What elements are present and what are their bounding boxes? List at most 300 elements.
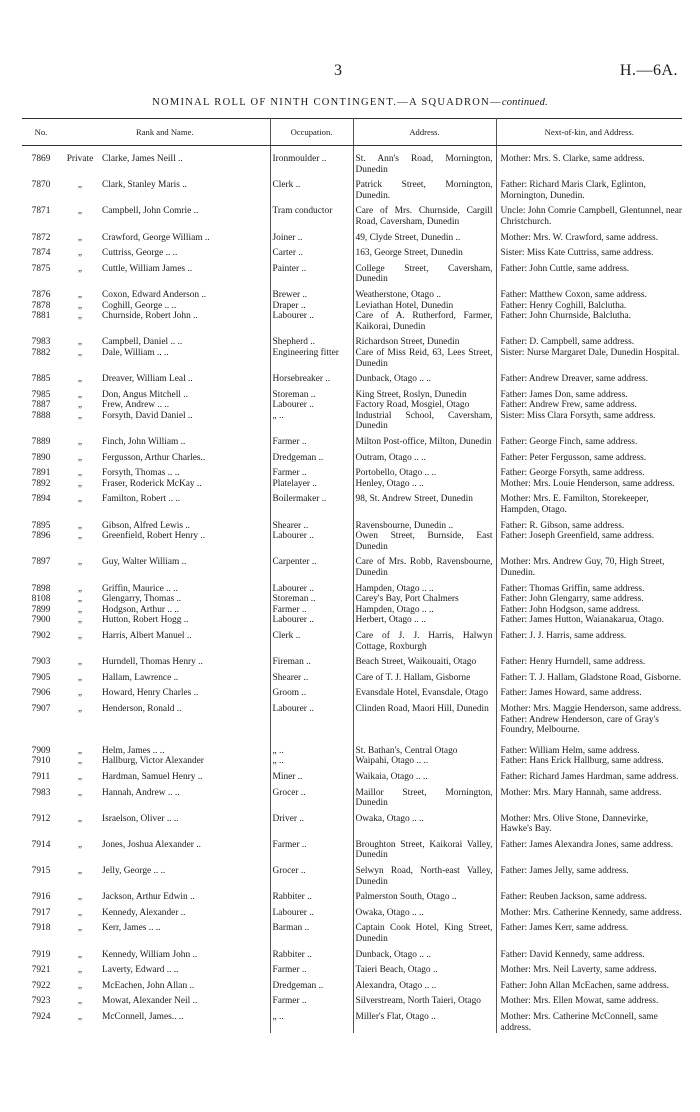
- row-name: Gibson, Alfred Lewis ..: [100, 521, 270, 532]
- table-row: [22, 756, 682, 772]
- row-occupation: Labourer ..: [270, 615, 353, 631]
- row-address: Dunback, Otago .. ..: [353, 950, 496, 966]
- row-occupation: Labourer ..: [270, 908, 353, 924]
- row-number: 7914: [31, 839, 51, 850]
- row-rank: „: [77, 996, 83, 1007]
- table-row: [22, 180, 682, 206]
- row-next-of-kin: Father: Joseph Greenfield, same address.: [500, 531, 655, 542]
- row-occupation: Storeman ..: [270, 594, 353, 605]
- row-name: Coghill, George .. ..: [100, 301, 270, 312]
- table-row: [22, 374, 682, 390]
- table-row: [22, 1012, 682, 1033]
- page-number: 3: [334, 62, 342, 79]
- row-occupation: Carpenter ..: [270, 557, 353, 583]
- row-rank: „: [77, 311, 83, 322]
- row-address: Waikaia, Otago .. ..: [353, 772, 496, 788]
- table-row: [22, 704, 682, 746]
- row-rank: „: [77, 688, 83, 699]
- row-name: Clark, Stanley Maris ..: [100, 180, 270, 206]
- table-row: [22, 965, 682, 981]
- row-rank: „: [77, 594, 83, 605]
- row-rank: „: [77, 813, 83, 824]
- row-next-of-kin: Father: James Jelly, same address.: [500, 866, 629, 877]
- row-rank: „: [77, 180, 83, 191]
- row-name: Helm, James .. ..: [100, 746, 270, 757]
- row-name: Guy, Walter William ..: [100, 557, 270, 583]
- table-row: [22, 688, 682, 704]
- table-row: [22, 233, 682, 249]
- row-rank: „: [77, 452, 83, 463]
- row-next-of-kin: Father: Richard James Hardman, same address.: [500, 771, 679, 782]
- table-row: [22, 657, 682, 673]
- row-address: Owen Street, Burnside, East Dunedin: [353, 531, 496, 557]
- table-row: [22, 981, 682, 997]
- row-number: 7985: [31, 389, 51, 400]
- table-row: [22, 206, 682, 232]
- row-number: 7900: [31, 615, 51, 626]
- header-next-of-kin: Next-of-kin, and Address.: [496, 119, 682, 146]
- row-name: Forsyth, Thomas .. ..: [100, 468, 270, 479]
- row-next-of-kin: Father: Hans Erick Hallburg, same address.: [500, 756, 664, 767]
- row-address: Ravensbourne, Dunedin ..: [353, 521, 496, 532]
- row-number: 7902: [31, 630, 51, 641]
- row-address: Care of J. J. Harris, Halwyn Cottage, Roxburgh: [353, 631, 496, 657]
- row-name: Dreaver, William Leal ..: [100, 374, 270, 390]
- row-address: Carey's Bay, Port Chalmers: [353, 594, 496, 605]
- row-rank: „: [77, 300, 83, 311]
- row-rank: „: [77, 263, 83, 274]
- row-next-of-kin: Father: Richard Maris Clark, Eglinton, Mornington, Dunedin.: [500, 180, 646, 201]
- row-number: 7903: [31, 657, 51, 668]
- row-address: Maillor Street, Mornington, Dunedin: [353, 788, 496, 814]
- row-occupation: Brewer ..: [270, 290, 353, 301]
- table-row: [22, 772, 682, 788]
- row-name: Hannah, Andrew .. ..: [100, 788, 270, 814]
- row-address: 98, St. Andrew Street, Dunedin: [353, 494, 496, 520]
- row-occupation: „ ..: [270, 756, 353, 772]
- row-number: 7911: [31, 771, 51, 782]
- title-main: NOMINAL ROLL OF NINTH CONTINGENT.—A SQUADRON—: [152, 97, 502, 108]
- row-rank: „: [77, 907, 83, 918]
- row-occupation: Clerk ..: [270, 631, 353, 657]
- row-occupation: Labourer ..: [270, 311, 353, 337]
- row-number: 7881: [31, 311, 51, 322]
- row-next-of-kin: Father: John Cuttle, same address.: [500, 263, 630, 274]
- row-name: Howard, Henry Charles ..: [100, 688, 270, 704]
- nominal-roll-table: [22, 118, 682, 1033]
- row-occupation: Labourer ..: [270, 531, 353, 557]
- row-rank: „: [77, 756, 83, 767]
- row-number: 7905: [31, 672, 51, 683]
- row-occupation: Dredgeman ..: [270, 981, 353, 997]
- row-address: Care of Mrs. Churnside, Cargill Road, Caversham, Dunedin: [353, 206, 496, 232]
- row-number: 7983: [31, 337, 51, 348]
- row-name: Glengarry, Thomas ..: [100, 594, 270, 605]
- row-next-of-kin: Father: James Alexandra Jones, same address.: [500, 839, 674, 850]
- row-number: 7897: [31, 557, 51, 568]
- row-next-of-kin: Father: William Helm, same address.: [500, 745, 640, 756]
- row-next-of-kin: Father: Henry Coghill, Balclutha.: [500, 300, 627, 311]
- row-next-of-kin: Father: James Howard, same address.: [500, 688, 642, 699]
- row-next-of-kin: Father: R. Gibson, same address.: [500, 520, 625, 531]
- row-next-of-kin: Father: T. J. Hallam, Gladstone Road, Gisborne.: [500, 672, 682, 683]
- row-number: 7919: [31, 949, 51, 960]
- row-name: Don, Angus Mitchell ..: [100, 390, 270, 401]
- row-name: Hardman, Samuel Henry ..: [100, 772, 270, 788]
- table-row: [22, 996, 682, 1012]
- row-next-of-kin: Mother: Mrs. Maggie Henderson, same address. Father: Andrew Henderson, care of Gray's Foundry, Melbourne.: [500, 703, 682, 736]
- row-number: 7872: [31, 232, 51, 243]
- page-title: [0, 97, 700, 108]
- table-row: [22, 788, 682, 814]
- row-rank: „: [77, 400, 83, 411]
- row-name: Kennedy, William John ..: [100, 950, 270, 966]
- row-number: 7891: [31, 468, 51, 479]
- row-next-of-kin: Father: D. Campbell, same address.: [500, 337, 635, 348]
- row-address: Owaka, Otago .. ..: [353, 908, 496, 924]
- row-occupation: Farmer ..: [270, 437, 353, 453]
- row-number: 7874: [31, 248, 51, 259]
- row-number: 7896: [31, 531, 51, 542]
- row-occupation: „ ..: [270, 746, 353, 757]
- header-rank-name: Rank and Name.: [60, 119, 270, 146]
- row-next-of-kin: Father: J. J. Harris, same address.: [500, 630, 627, 641]
- row-next-of-kin: Mother: Mrs. Andrew Guy, 70, High Street, Dunedin.: [500, 557, 665, 578]
- row-number: 7890: [31, 452, 51, 463]
- table-row: [22, 337, 682, 348]
- row-address: Dunback, Otago .. ..: [353, 374, 496, 390]
- row-next-of-kin: Father: John Glengarry, same address.: [500, 594, 644, 605]
- row-rank: „: [77, 583, 83, 594]
- row-next-of-kin: Mother: Mrs. Neil Laverty, same address.: [500, 965, 657, 976]
- row-number: 7906: [31, 688, 51, 699]
- row-address: Care of T. J. Hallam, Gisborne: [353, 673, 496, 689]
- row-next-of-kin: Father: George Finch, same address.: [500, 437, 638, 448]
- row-rank: „: [77, 923, 83, 934]
- table-row: [22, 400, 682, 411]
- row-address: Industrial School, Caversham, Dunedin: [353, 411, 496, 437]
- row-occupation: Labourer ..: [270, 400, 353, 411]
- row-address: Care of Miss Reid, 63, Lees Street, Dunedin: [353, 348, 496, 374]
- table-header-row: [22, 119, 682, 146]
- row-occupation: Miner ..: [270, 772, 353, 788]
- table-row: [22, 605, 682, 616]
- row-name: Hurndell, Thomas Henry ..: [100, 657, 270, 673]
- row-number: 7895: [31, 520, 51, 531]
- row-number: 7892: [31, 478, 51, 489]
- row-name: Laverty, Edward .. ..: [100, 965, 270, 981]
- row-rank: „: [77, 892, 83, 903]
- row-rank: „: [77, 657, 83, 668]
- row-rank: „: [77, 703, 83, 714]
- row-number: 7882: [31, 347, 51, 358]
- row-occupation: Labourer ..: [270, 584, 353, 595]
- row-rank: „: [77, 248, 83, 259]
- row-rank: „: [77, 437, 83, 448]
- row-name: Hallburg, Victor Alexander: [100, 756, 270, 772]
- row-occupation: „ ..: [270, 411, 353, 437]
- row-address: St. Ann's Road, Mornington, Dunedin: [353, 146, 496, 181]
- row-name: Coxon, Edward Anderson ..: [100, 290, 270, 301]
- row-next-of-kin: Father: James Kerr, same address.: [500, 923, 629, 934]
- row-occupation: Shearer ..: [270, 521, 353, 532]
- row-occupation: Farmer ..: [270, 605, 353, 616]
- row-next-of-kin: Father: George Forsyth, same address.: [500, 468, 645, 479]
- header-address: Address.: [353, 119, 496, 146]
- row-occupation: Tram conductor: [270, 206, 353, 232]
- table-row: [22, 301, 682, 312]
- row-next-of-kin: Sister: Miss Clara Forsyth, same address.: [500, 410, 656, 421]
- row-address: 49, Clyde Street, Dunedin ..: [353, 233, 496, 249]
- table-row: [22, 311, 682, 337]
- row-rank: „: [77, 557, 83, 568]
- row-number: 7916: [31, 892, 51, 903]
- row-rank: „: [77, 347, 83, 358]
- row-name: Campbell, John Comrie ..: [100, 206, 270, 232]
- row-name: Griffin, Maurice .. ..: [100, 584, 270, 595]
- row-next-of-kin: Mother: Mrs. W. Crawford, same address.: [500, 232, 659, 243]
- row-occupation: Boilermaker ..: [270, 494, 353, 520]
- row-occupation: Grocer ..: [270, 866, 353, 892]
- table-row: [22, 615, 682, 631]
- row-address: Beach Street, Waikouaiti, Otago: [353, 657, 496, 673]
- table-row: [22, 264, 682, 290]
- row-name: McConnell, James.. ..: [100, 1012, 270, 1033]
- row-rank: „: [77, 672, 83, 683]
- row-occupation: Storeman ..: [270, 390, 353, 401]
- table-row: [22, 290, 682, 301]
- row-rank: „: [77, 866, 83, 877]
- row-occupation: Farmer ..: [270, 468, 353, 479]
- table-row: [22, 479, 682, 495]
- row-address: Patrick Street, Mornington, Dunedin.: [353, 180, 496, 206]
- row-address: Care of A. Rutherford, Farmer, Kaikorai, Dunedin: [353, 311, 496, 337]
- table-row: [22, 453, 682, 469]
- row-number: 7876: [31, 289, 51, 300]
- row-occupation: Fireman ..: [270, 657, 353, 673]
- row-name: Kerr, James .. ..: [100, 923, 270, 949]
- row-occupation: Groom ..: [270, 688, 353, 704]
- row-occupation: Rabbiter ..: [270, 950, 353, 966]
- row-number: 7869: [31, 154, 51, 164]
- table-row: [22, 557, 682, 583]
- row-next-of-kin: Father: Andrew Frew, same address.: [500, 400, 637, 411]
- row-number: 7888: [31, 410, 51, 421]
- row-rank: „: [77, 745, 83, 756]
- row-rank: „: [77, 478, 83, 489]
- row-number: 7910: [31, 756, 51, 767]
- row-occupation: Carter ..: [270, 248, 353, 264]
- row-name: Dale, William .. ..: [100, 348, 270, 374]
- row-address: Hampden, Otago .. ..: [353, 605, 496, 616]
- row-occupation: Platelayer ..: [270, 479, 353, 495]
- row-address: Captain Cook Hotel, King Street, Dunedin: [353, 923, 496, 949]
- row-next-of-kin: Father: Henry Hurndell, same address.: [500, 657, 646, 668]
- row-number: 7918: [31, 923, 51, 934]
- row-number: 7924: [31, 1012, 51, 1022]
- row-occupation: Farmer ..: [270, 840, 353, 866]
- row-occupation: Farmer ..: [270, 965, 353, 981]
- row-address: Herbert, Otago .. ..: [353, 615, 496, 631]
- row-address: Outram, Otago .. ..: [353, 453, 496, 469]
- row-rank: „: [77, 289, 83, 300]
- row-rank: „: [77, 232, 83, 243]
- row-rank: „: [77, 980, 83, 991]
- row-occupation: Rabbiter ..: [270, 892, 353, 908]
- row-rank: Private: [66, 154, 94, 164]
- row-rank: „: [77, 1012, 83, 1022]
- row-rank: „: [77, 531, 83, 542]
- row-name: Fraser, Roderick McKay ..: [100, 479, 270, 495]
- row-name: Cuttriss, George .. ..: [100, 248, 270, 264]
- row-name: Israelson, Oliver .. ..: [100, 814, 270, 840]
- row-address: Weatherstone, Otago ..: [353, 290, 496, 301]
- row-number: 7871: [31, 206, 51, 217]
- row-next-of-kin: Father: David Kennedy, same address.: [500, 949, 645, 960]
- row-address: College Street, Caversham, Dunedin: [353, 264, 496, 290]
- row-name: Frew, Andrew .. ..: [100, 400, 270, 411]
- row-occupation: Painter ..: [270, 264, 353, 290]
- table-row: [22, 840, 682, 866]
- row-next-of-kin: Father: John Hodgson, same address.: [500, 604, 641, 615]
- table-row: [22, 248, 682, 264]
- row-rank: „: [77, 494, 83, 505]
- row-occupation: Clerk ..: [270, 180, 353, 206]
- row-number: 7889: [31, 437, 51, 448]
- row-next-of-kin: Mother: Mrs. Mary Hannah, same address.: [500, 787, 662, 798]
- row-address: Owaka, Otago .. ..: [353, 814, 496, 840]
- row-rank: „: [77, 389, 83, 400]
- row-next-of-kin: Mother: Mrs. Catherine Kennedy, same address.: [500, 907, 682, 918]
- row-occupation: Engineering fitter: [270, 348, 353, 374]
- row-name: Crawford, George William ..: [100, 233, 270, 249]
- row-name: Jelly, George .. ..: [100, 866, 270, 892]
- header-no: No.: [22, 119, 60, 146]
- row-next-of-kin: Mother: Mrs. Catherine McConnell, same address.: [500, 1012, 658, 1033]
- row-number: 7870: [31, 180, 51, 191]
- row-number: 8108: [31, 594, 51, 605]
- row-address: Portobello, Otago .. ..: [353, 468, 496, 479]
- row-address: Silverstream, North Taieri, Otago: [353, 996, 496, 1012]
- row-number: 7878: [31, 300, 51, 311]
- row-occupation: Horsebreaker ..: [270, 374, 353, 390]
- row-rank: „: [77, 630, 83, 641]
- row-rank: „: [77, 615, 83, 626]
- row-next-of-kin: Mother: Mrs. Olive Stone, Dannevirke, Hawke's Bay.: [500, 813, 649, 835]
- table-row: [22, 494, 682, 520]
- row-next-of-kin: Father: Thomas Griffin, same address.: [500, 583, 645, 594]
- row-address: Evansdale Hotel, Evansdale, Otago: [353, 688, 496, 704]
- row-next-of-kin: Mother: Mrs. Ellen Mowat, same address.: [500, 996, 659, 1007]
- table-row: [22, 468, 682, 479]
- row-name: Fergusson, Arthur Charles..: [100, 453, 270, 469]
- row-name: Kennedy, Alexander ..: [100, 908, 270, 924]
- table-row: [22, 390, 682, 401]
- table-row: [22, 348, 682, 374]
- table-row: [22, 908, 682, 924]
- row-number: 7899: [31, 604, 51, 615]
- table-row: [22, 866, 682, 892]
- row-occupation: Labourer ..: [270, 704, 353, 746]
- row-rank: „: [77, 965, 83, 976]
- row-occupation: Barman ..: [270, 923, 353, 949]
- row-address: Richardson Street, Dunedin: [353, 337, 496, 348]
- row-occupation: Farmer ..: [270, 996, 353, 1012]
- header-occupation: Occupation.: [270, 119, 353, 146]
- row-number: 7912: [31, 813, 51, 824]
- row-number: 7915: [31, 866, 51, 877]
- row-address: Alexandra, Otago .. ..: [353, 981, 496, 997]
- row-next-of-kin: Father: John Allan McEachen, same address.: [500, 980, 669, 991]
- row-occupation: Draper ..: [270, 301, 353, 312]
- row-number: 7921: [31, 965, 51, 976]
- row-address: Taieri Beach, Otago ..: [353, 965, 496, 981]
- row-address: Miller's Flat, Otago ..: [353, 1012, 496, 1033]
- table-row: [22, 673, 682, 689]
- row-rank: „: [77, 839, 83, 850]
- row-number: 7875: [31, 263, 51, 274]
- row-name: Familton, Robert .. ..: [100, 494, 270, 520]
- row-rank: „: [77, 206, 83, 217]
- table-row: [22, 631, 682, 657]
- row-address: Waipahi, Otago .. ..: [353, 756, 496, 772]
- row-number: 7885: [31, 374, 51, 385]
- table-row: [22, 746, 682, 757]
- table-row: [22, 814, 682, 840]
- row-rank: „: [77, 468, 83, 479]
- row-rank: „: [77, 787, 83, 798]
- table-row: [22, 531, 682, 557]
- row-rank: „: [77, 771, 83, 782]
- page-reference: H.—6A.: [619, 62, 678, 79]
- row-name: Hallam, Lawrence ..: [100, 673, 270, 689]
- row-rank: „: [77, 337, 83, 348]
- row-number: 7898: [31, 583, 51, 594]
- row-address: Henley, Otago .. ..: [353, 479, 496, 495]
- row-next-of-kin: Father: James Don, same address.: [500, 389, 628, 400]
- row-next-of-kin: Father: Reuben Jackson, same address.: [500, 892, 647, 903]
- row-address: Hampden, Otago .. ..: [353, 584, 496, 595]
- row-occupation: Shearer ..: [270, 673, 353, 689]
- table-body: [22, 146, 682, 1034]
- row-name: Cuttle, William James ..: [100, 264, 270, 290]
- row-number: 7887: [31, 400, 51, 411]
- row-name: Clarke, James Neill ..: [100, 146, 270, 181]
- row-address: Broughton Street, Kaikorai Valley, Dunedin: [353, 840, 496, 866]
- row-number: 7983: [31, 787, 51, 798]
- table-row: [22, 411, 682, 437]
- row-next-of-kin: Father: John Churnside, Balclutha.: [500, 311, 631, 322]
- row-next-of-kin: Sister: Miss Kate Cuttriss, same address.: [500, 248, 654, 259]
- row-name: Henderson, Ronald ..: [100, 704, 270, 746]
- row-occupation: Joiner ..: [270, 233, 353, 249]
- table-row: [22, 521, 682, 532]
- row-occupation: Grocer ..: [270, 788, 353, 814]
- row-rank: „: [77, 374, 83, 385]
- row-next-of-kin: Sister: Nurse Margaret Dale, Dunedin Hospital.: [500, 347, 680, 358]
- row-number: 7907: [31, 703, 51, 714]
- row-next-of-kin: Father: Matthew Coxon, same address.: [500, 289, 647, 300]
- row-number: 7909: [31, 745, 51, 756]
- table-row: [22, 892, 682, 908]
- row-name: McEachen, John Allan ..: [100, 981, 270, 997]
- row-rank: „: [77, 604, 83, 615]
- row-address: St. Bathan's, Central Otago: [353, 746, 496, 757]
- table-row: [22, 594, 682, 605]
- row-address: Milton Post-office, Milton, Dunedin: [353, 437, 496, 453]
- row-address: Factory Road, Mosgiel, Otago: [353, 400, 496, 411]
- row-next-of-kin: Father: Peter Fergusson, same address.: [500, 452, 647, 463]
